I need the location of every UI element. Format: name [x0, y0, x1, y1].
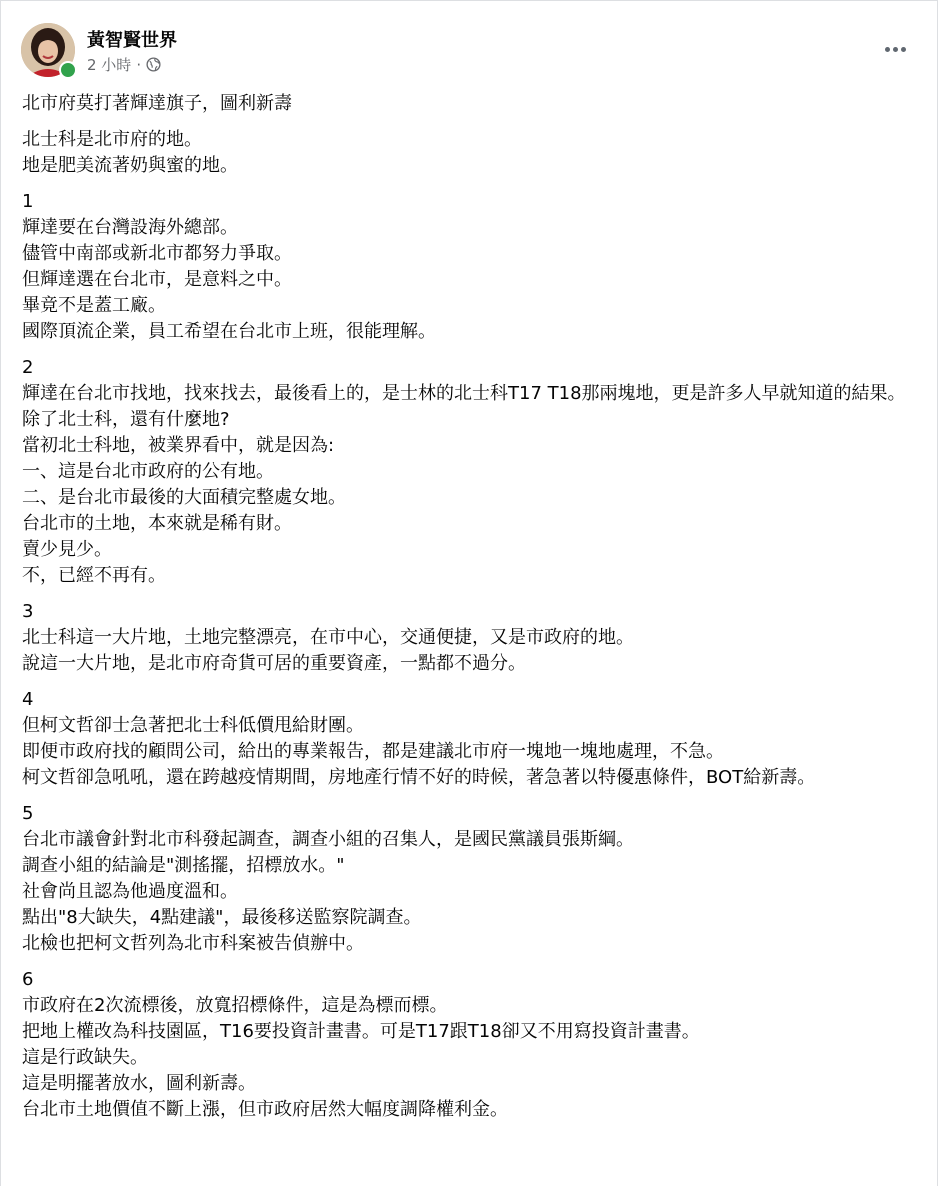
- post-paragraph: [22, 967, 922, 1123]
- post-line: 台北市土地價值不斷上漲，但市政府居然大幅度調降權利金。: [22, 1099, 508, 1120]
- post-line: 輝達要在台灣設海外總部。: [22, 217, 238, 238]
- post-meta: [87, 54, 161, 75]
- more-options-icon: [885, 47, 890, 52]
- post-paragraph: [22, 127, 922, 179]
- post-line: 即便市政府找的顧問公司，給出的專業報告，都是建議北市府一塊地一塊地處理，不急。: [22, 741, 724, 762]
- section-number: 2: [22, 357, 34, 378]
- post-paragraph: [22, 687, 922, 791]
- post-line: 但輝達選在台北市，是意料之中。: [22, 269, 292, 290]
- post-line: 北士科是北市府的地。: [22, 129, 202, 150]
- section-number: 4: [22, 689, 34, 710]
- post-header: [21, 23, 921, 79]
- post-line: 北士科這一大片地，土地完整漂亮，在市中心，交通便捷，又是市政府的地。: [22, 627, 634, 648]
- section-number: 5: [22, 803, 34, 824]
- more-options-icon-dot: [893, 47, 898, 52]
- section-number: 1: [22, 191, 34, 212]
- post-line: 北市府莫打著輝達旗子，圖利新壽: [22, 93, 292, 114]
- post-line: 這是明擺著放水，圖利新壽。: [22, 1073, 256, 1094]
- post-line: 市政府在2次流標後，放寬招標條件，這是為標而標。: [22, 995, 448, 1016]
- more-options-button[interactable]: [877, 35, 913, 63]
- meta-separator: ·: [136, 55, 142, 74]
- post-paragraph: [22, 189, 922, 345]
- author-name[interactable]: 黃智賢世界: [87, 30, 177, 51]
- post-paragraph: [22, 801, 922, 957]
- post-line: 說這一大片地，是北市府奇貨可居的重要資產，一點都不過分。: [22, 653, 526, 674]
- globe-icon[interactable]: [146, 57, 161, 72]
- post-line: 畢竟不是蓋工廠。: [22, 295, 166, 316]
- post-line: 點出"8大缺失，4點建議"，最後移送監察院調查。: [22, 907, 422, 928]
- post-line: 柯文哲卻急吼吼，還在跨越疫情期間，房地產行情不好的時候，著急著以特優惠條件，BOT給新壽。: [22, 767, 816, 788]
- post-line: 調查小組的結論是"測搖擺，招標放水。": [22, 855, 345, 876]
- post-paragraph: [22, 91, 922, 117]
- post-timestamp[interactable]: 2 小時: [87, 56, 132, 74]
- post-line: 輝達在台北市找地，找來找去，最後看上的，是士林的北士科T17 T18那兩塊地，更是許多人早就知道的結果。: [22, 383, 906, 404]
- post-line: 地是肥美流著奶與蜜的地。: [22, 155, 238, 176]
- post-line: 北檢也把柯文哲列為北市科案被告偵辦中。: [22, 933, 364, 954]
- post-line: 社會尚且認為他過度溫和。: [22, 881, 238, 902]
- more-options-icon-dot: [901, 47, 906, 52]
- post-line: 這是行政缺失。: [22, 1047, 148, 1068]
- post-line: 台北市議會針對北市科發起調查，調查小組的召集人，是國民黨議員張斯綱。: [22, 829, 634, 850]
- post-body: [22, 91, 922, 1133]
- post-line: 除了北士科，還有什麼地?: [22, 409, 230, 430]
- section-number: 6: [22, 969, 34, 990]
- post-line: 儘管中南部或新北市都努力爭取。: [22, 243, 292, 264]
- post-line: 不，已經不再有。: [22, 565, 166, 586]
- section-number: 3: [22, 601, 34, 622]
- post-line: 但柯文哲卻士急著把北士科低價甩給財團。: [22, 715, 364, 736]
- post-paragraph: [22, 599, 922, 677]
- online-status-indicator: [59, 61, 77, 79]
- post-line: 一、這是台北市政府的公有地。: [22, 461, 274, 482]
- post-line: 賣少見少。: [22, 539, 112, 560]
- post-line: 當初北士科地，被業界看中，就是因為:: [22, 435, 335, 456]
- post-line: 把地上權改為科技園區，T16要投資計畫書。可是T17跟T18卻又不用寫投資計畫書。: [22, 1021, 700, 1042]
- post-paragraph: [22, 355, 922, 589]
- post-line: 二、是台北市最後的大面積完整處女地。: [22, 487, 346, 508]
- post-line: 國際頂流企業，員工希望在台北市上班，很能理解。: [22, 321, 436, 342]
- post-line: 台北市的土地，本來就是稀有財。: [22, 513, 292, 534]
